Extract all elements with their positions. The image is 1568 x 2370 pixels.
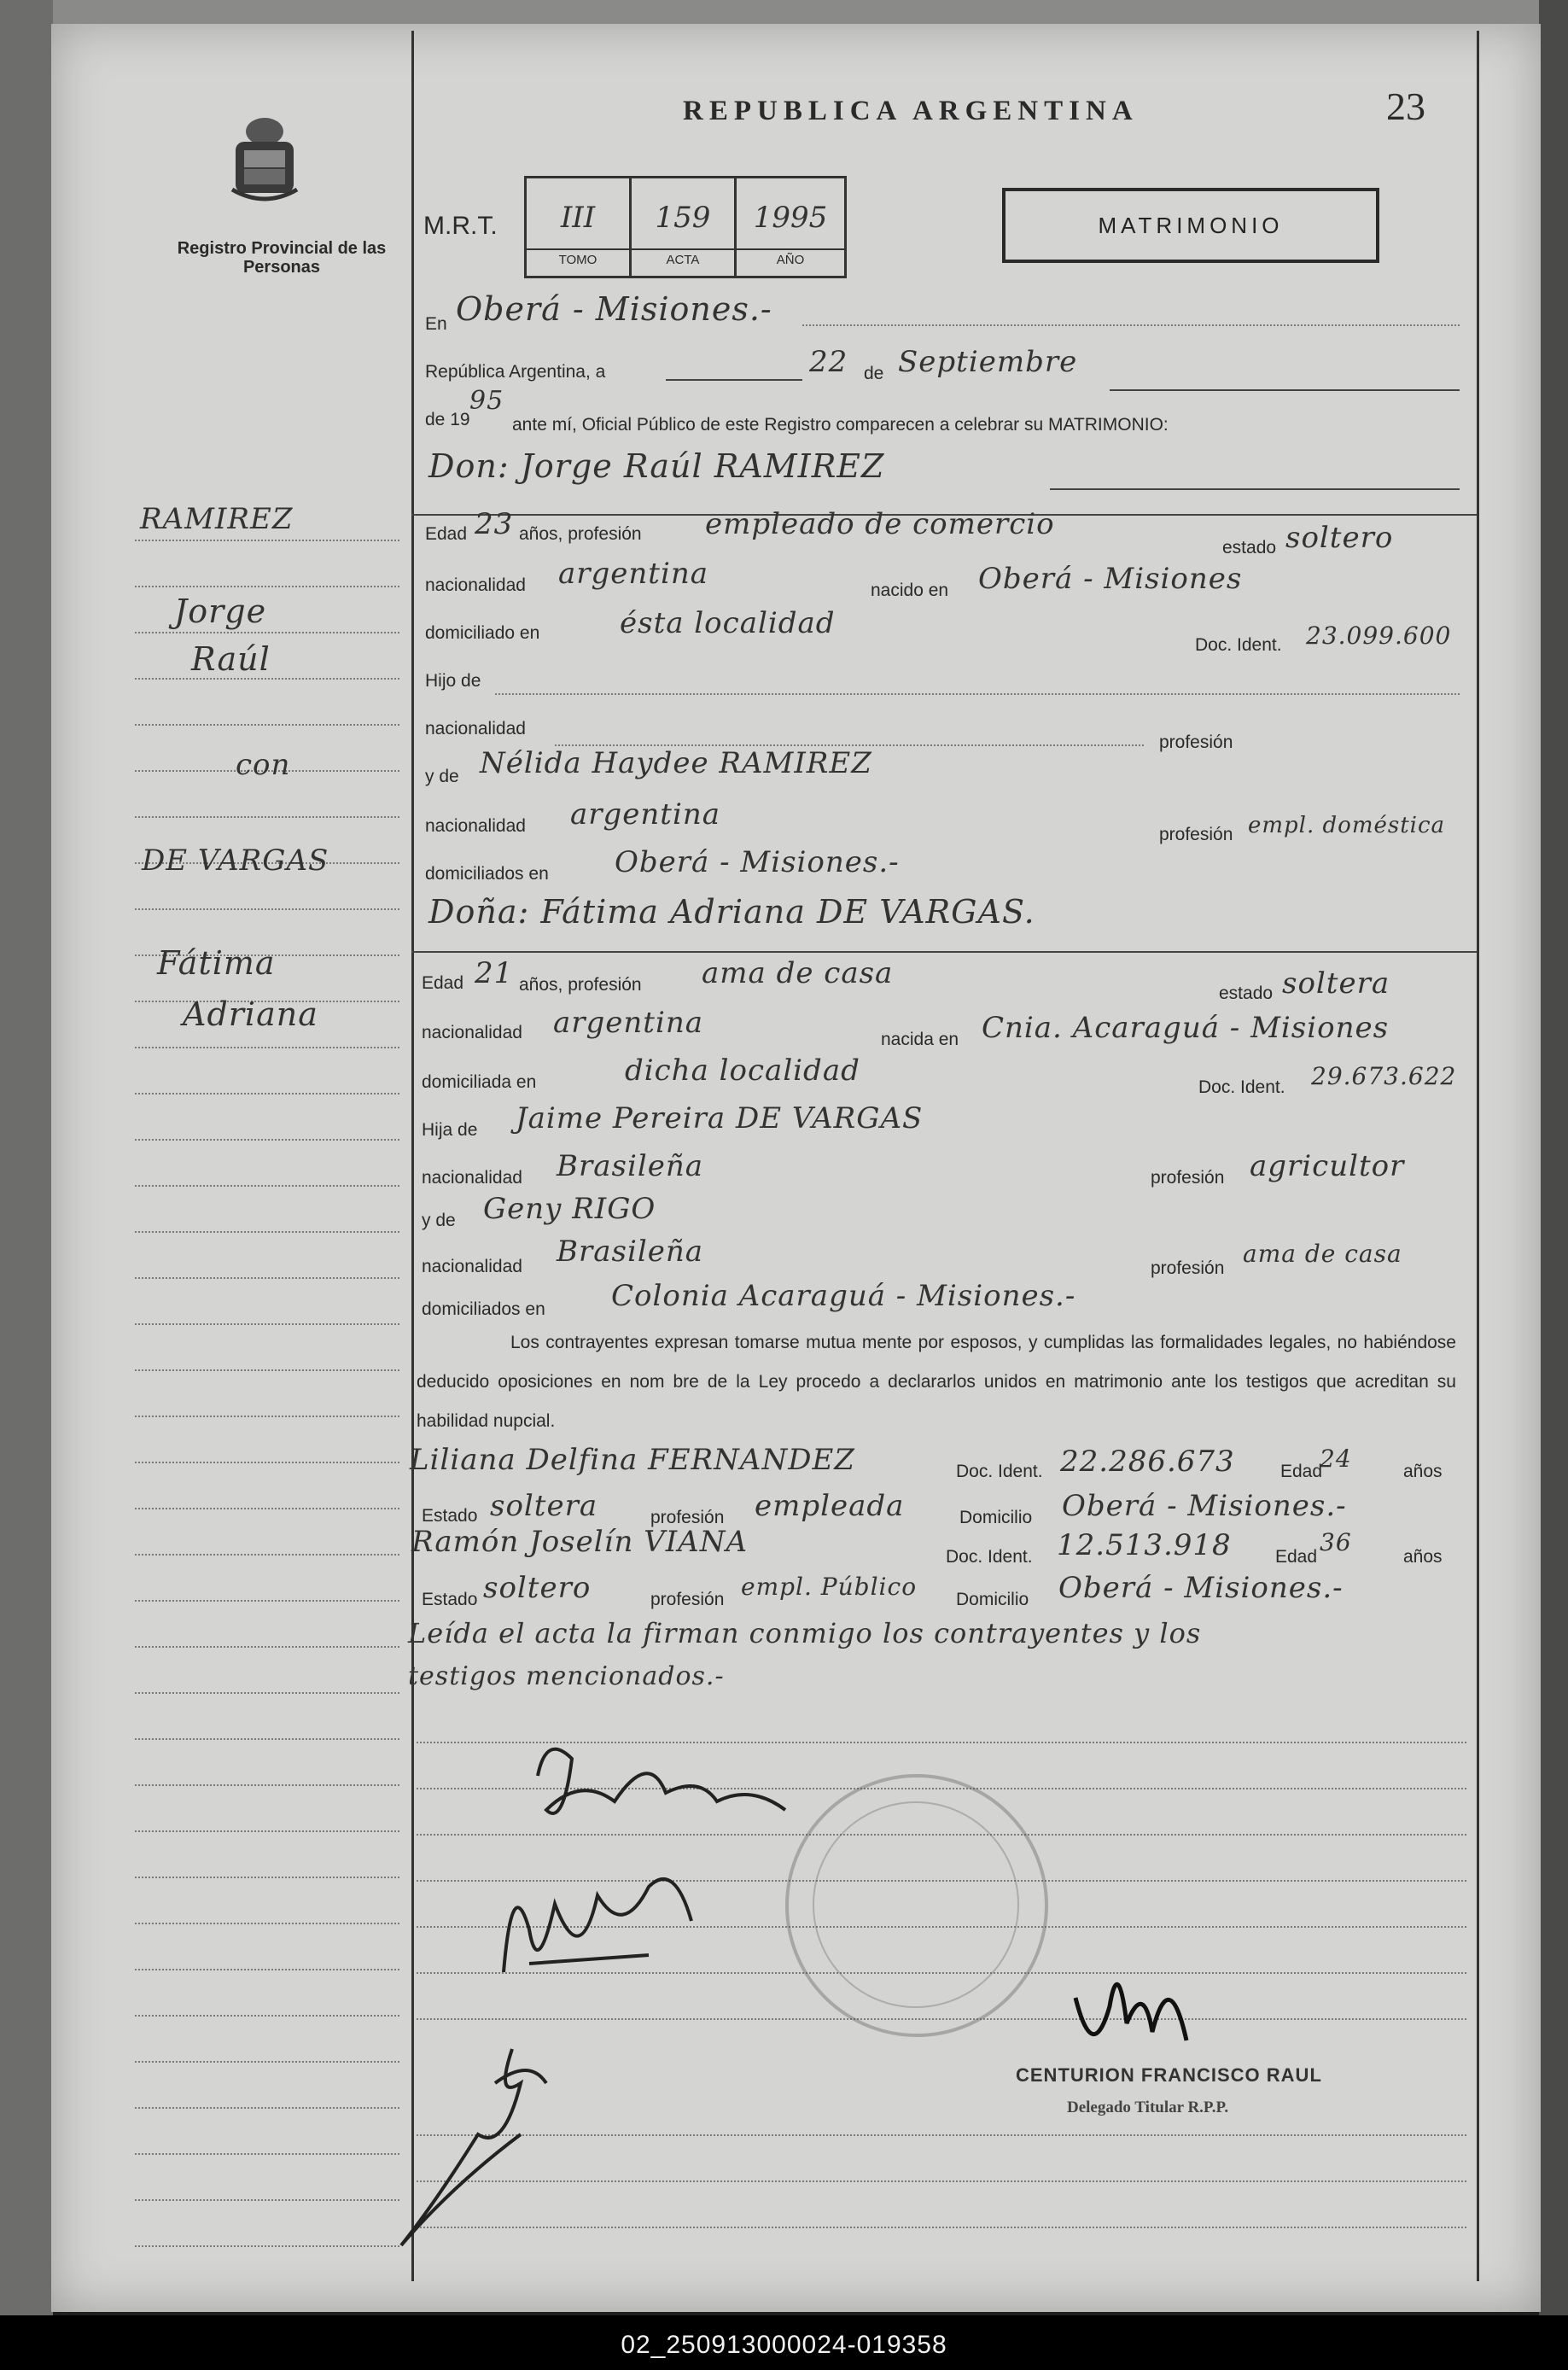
mrt-label: M.R.T. <box>423 212 498 240</box>
witness1-estado-label: Estado <box>422 1506 478 1526</box>
groom-parents-dom: Oberá - Misiones.- <box>615 845 900 879</box>
de-label: de <box>864 364 884 383</box>
groom-nacido: Oberá - Misiones <box>978 562 1243 596</box>
bride-father-nac-label: nacionalidad <box>422 1168 522 1188</box>
book-binding-left <box>0 0 53 2370</box>
groom-father-prof-label: profesión <box>1159 733 1233 752</box>
groom-estado-label: estado <box>1222 538 1277 557</box>
day-value: 22 <box>809 345 848 379</box>
groom-estado: soltero <box>1285 521 1394 555</box>
margin-con: con <box>236 748 291 782</box>
bride-estado: soltera <box>1282 966 1390 1001</box>
bride-edad-label: Edad <box>422 973 464 993</box>
bride-nacionalidad: argentina <box>553 1006 704 1040</box>
bride-mother-prof: ama de casa <box>1243 1240 1402 1268</box>
witness2-edad-label: Edad <box>1275 1547 1318 1567</box>
bride-parents-dom-label: domiciliados en <box>422 1299 545 1319</box>
republica-label: República Argentina, a <box>425 362 606 382</box>
groom-doc: 23.099.600 <box>1306 622 1452 650</box>
witness2-doc: 12.513.918 <box>1057 1528 1232 1562</box>
witness2-profesion: empl. Público <box>741 1573 918 1601</box>
witness2-domicilio: Oberá - Misiones.- <box>1058 1571 1344 1605</box>
bride-mother: Geny RIGO <box>483 1192 656 1226</box>
anio-label: AÑO <box>737 248 844 267</box>
bride-doc: 29.673.622 <box>1311 1062 1457 1090</box>
groom-edad-label: Edad <box>425 524 468 544</box>
right-border <box>1477 31 1479 2281</box>
witness1-edad: 24 <box>1320 1445 1352 1473</box>
signature-bride <box>478 1836 734 2006</box>
record-type-box: MATRIMONIO <box>1002 188 1379 263</box>
groom-profesion: empleado de comercio <box>705 507 1055 541</box>
closing-line-2: testigos mencionados.- <box>408 1661 725 1691</box>
coat-of-arms-icon <box>224 113 306 208</box>
bride-mother-prof-label: profesión <box>1151 1258 1225 1278</box>
declaration-text: Los contrayentes expresan tomarse mutua mente por esposos, y cumplidas las formalidades legales, no habiéndose deducido oposiciones en nom bre de la Ley procedo a declararlos unidos en matrimonio ante los testigos que acreditan su habilidad nupcial. <box>417 1333 1456 1431</box>
witness1-prof-label: profesión <box>650 1508 725 1527</box>
groom-doc-label: Doc. Ident. <box>1195 635 1282 655</box>
rule <box>666 379 802 381</box>
margin-bride-surname: DE VARGAS <box>142 844 329 878</box>
margin-groom-surname: RAMIREZ <box>140 502 294 536</box>
tomo-label: TOMO <box>527 248 629 267</box>
closing-line-1: Leída el acta la firman conmigo los contrayentes y los <box>408 1617 1202 1649</box>
witness1-anios-label: años <box>1403 1462 1443 1481</box>
bride-mother-nac: Brasileña <box>557 1235 703 1269</box>
witness1-dom-label: Domicilio <box>959 1508 1033 1527</box>
margin-bride-name-1: Fátima <box>157 944 276 982</box>
groom-edad: 23 <box>475 507 514 541</box>
margin-bride-name-2: Adriana <box>183 995 318 1033</box>
witness2-name: Ramón Joselín VIANA <box>411 1525 749 1559</box>
witness1-name: Liliana Delfina FERNANDEZ <box>410 1443 855 1477</box>
year-prefix: de 19 <box>425 410 470 429</box>
witness1-estado: soltera <box>490 1489 598 1523</box>
bride-heading: Doña: Fátima Adriana DE VARGAS. <box>428 893 1035 931</box>
groom-nac-label: nacionalidad <box>425 575 526 595</box>
bride-parents-dom: Colonia Acaraguá - Misiones.- <box>611 1279 1076 1313</box>
bride-father-nac: Brasileña <box>557 1149 703 1183</box>
official-name: CENTURION FRANCISCO RAUL <box>1016 2064 1322 2086</box>
witness1-doc: 22.286.673 <box>1060 1445 1235 1479</box>
acta-label: ACTA <box>632 248 734 267</box>
groom-prof-label: años, profesión <box>519 524 642 544</box>
mrt-box <box>524 176 847 278</box>
bride-prof-label: años, profesión <box>519 975 642 995</box>
witness1-doc-label: Doc. Ident. <box>956 1462 1043 1481</box>
signature-witnesses <box>384 2032 606 2254</box>
rule <box>1050 488 1460 490</box>
bride-domicilio: dicha localidad <box>625 1054 860 1088</box>
groom-heading: Don: Jorge Raúl RAMIREZ <box>428 447 885 485</box>
bride-profesion: ama de casa <box>702 956 894 990</box>
bride-doc-label: Doc. Ident. <box>1198 1077 1285 1097</box>
bride-hija-label: Hija de <box>422 1120 478 1140</box>
bride-nacida-label: nacida en <box>881 1030 959 1049</box>
bride-nacida: Cnia. Acaraguá - Misiones <box>982 1011 1390 1045</box>
groom-mother-nac: argentina <box>570 797 721 832</box>
anio-value: 1995 <box>753 201 828 235</box>
margin-divider <box>411 31 414 2281</box>
page-number: 23 <box>1386 85 1425 128</box>
country-heading: REPUBLICA ARGENTINA <box>683 96 1139 126</box>
registry-name: Registro Provincial de las Personas <box>177 239 387 277</box>
groom-mother: Nélida Haydee RAMIREZ <box>480 746 872 780</box>
witness1-profesion: empleada <box>755 1489 905 1523</box>
groom-domicilio: ésta localidad <box>620 606 836 640</box>
witness2-edad: 36 <box>1320 1528 1352 1556</box>
margin-groom-name-1: Jorge <box>174 592 267 630</box>
bride-father-prof: agricultor <box>1250 1149 1405 1183</box>
rule <box>1110 389 1460 391</box>
tomo-value: III <box>560 201 596 235</box>
groom-parents-dom-label: domiciliados en <box>425 864 549 884</box>
scan-code: 02_250913000024-019358 <box>621 2331 947 2359</box>
witness1-domicilio: Oberá - Misiones.- <box>1062 1489 1347 1523</box>
witness2-anios-label: años <box>1403 1547 1443 1567</box>
witness1-edad-label: Edad <box>1280 1462 1323 1481</box>
intro-text: ante mí, Oficial Público de este Registro comparecen a celebrar su MATRIMONIO: <box>512 415 1169 435</box>
groom-father-nac-label: nacionalidad <box>425 719 526 738</box>
witness2-estado-label: Estado <box>422 1590 478 1609</box>
groom-dom-label: domiciliado en <box>425 623 540 643</box>
bride-edad: 21 <box>475 956 514 990</box>
bride-mother-nac-label: nacionalidad <box>422 1257 522 1276</box>
bride-estado-label: estado <box>1219 984 1274 1003</box>
groom-hijo-label: Hijo de <box>425 671 481 691</box>
signature-groom <box>512 1725 819 1844</box>
rule <box>495 693 1460 695</box>
place-value: Oberá - Misiones.- <box>456 290 772 328</box>
en-label: En <box>425 314 447 334</box>
acta-value: 159 <box>655 201 711 235</box>
bride-nac-label: nacionalidad <box>422 1023 522 1042</box>
official-title: Delegado Titular R.P.P. <box>1067 2099 1229 2116</box>
signature-official <box>1058 1947 1195 2075</box>
witness2-dom-label: Domicilio <box>956 1590 1029 1609</box>
margin-groom-name-2: Raúl <box>191 640 271 678</box>
groom-nacido-label: nacido en <box>871 581 949 600</box>
groom-mother-prof-label: profesión <box>1159 825 1233 844</box>
rule <box>802 324 1460 326</box>
witness2-doc-label: Doc. Ident. <box>946 1547 1033 1567</box>
official-stamp <box>785 1774 1048 2037</box>
groom-mother-nac-label: nacionalidad <box>425 816 526 836</box>
groom-nacionalidad: argentina <box>558 557 709 591</box>
book-binding-right <box>1539 0 1568 2370</box>
witness2-prof-label: profesión <box>650 1590 725 1609</box>
bride-mother-label: y de <box>422 1211 456 1230</box>
bride-dom-label: domiciliada en <box>422 1072 537 1092</box>
bride-father: Jaime Pereira DE VARGAS <box>516 1101 924 1135</box>
bride-father-prof-label: profesión <box>1151 1168 1225 1188</box>
groom-mother-prof: empl. doméstica <box>1248 813 1446 838</box>
groom-mother-label: y de <box>425 767 459 786</box>
month-value: Septiembre <box>898 345 1078 379</box>
witness2-estado: soltero <box>483 1571 592 1605</box>
section-divider <box>411 951 1477 953</box>
year-suffix: 95 <box>469 386 504 416</box>
